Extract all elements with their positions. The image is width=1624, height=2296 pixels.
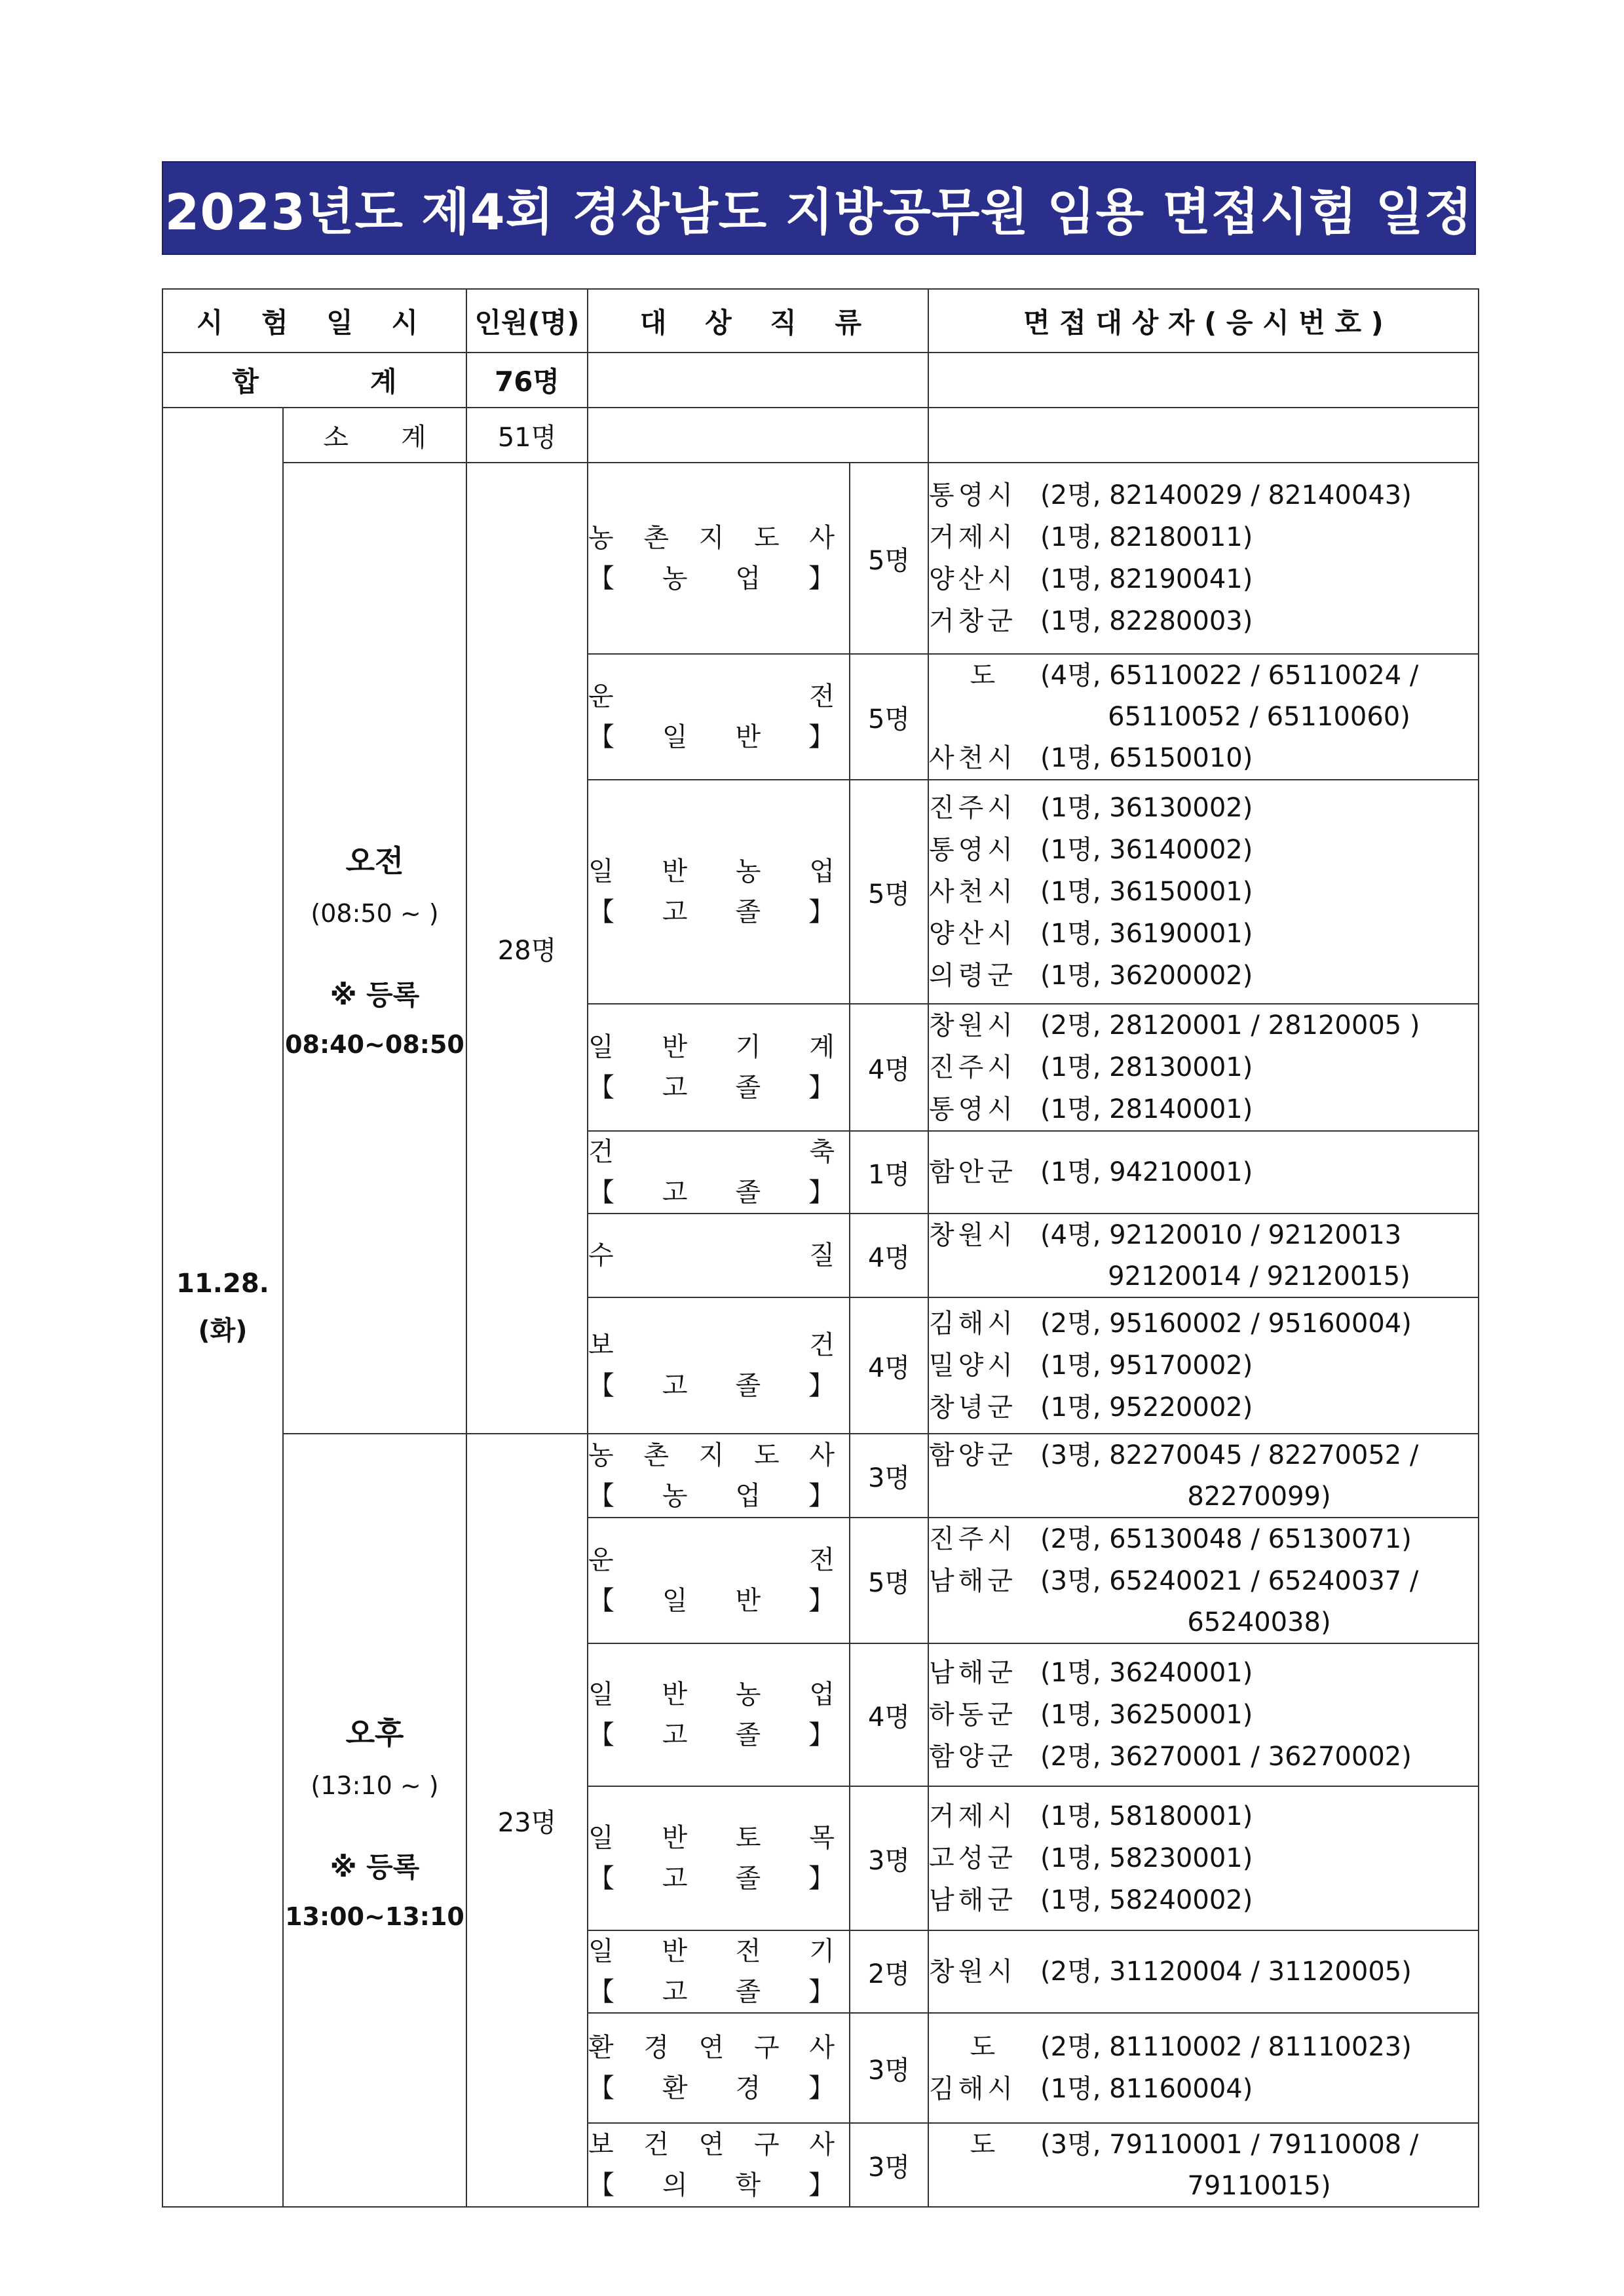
candidate-entry <box>929 1795 1478 1837</box>
exam-numbers: (1명, 36140002) <box>1040 835 1253 865</box>
candidate-entry <box>929 516 1478 558</box>
exam-numbers: (4명, 65110022 / 65110024 / <box>1040 660 1419 691</box>
region-name: 김해시 <box>929 2074 1017 2104</box>
candidate-entry <box>929 1736 1478 1778</box>
exam-numbers-continued: 79110015) <box>1187 2171 1331 2201</box>
candidate-entry <box>929 1652 1478 1694</box>
job-category <box>588 2013 850 2123</box>
region-name: 창원시 <box>929 1957 1017 1987</box>
region-name: 창녕군 <box>929 1392 1017 1423</box>
exam-numbers: (1명, 82190041) <box>1040 564 1253 594</box>
exam-date-day: 11.28. <box>176 1269 269 1299</box>
exam-numbers: (3명, 65240021 / 65240037 / <box>1040 1566 1419 1596</box>
region-name: 도 <box>970 660 1000 691</box>
region-name: 의령군 <box>929 961 1017 991</box>
job-count: 4명 <box>850 1004 928 1131</box>
session-start-time: (13:10 ~ ) <box>311 1771 439 1800</box>
candidate-entry <box>929 1004 1478 1046</box>
region-name: 창원시 <box>929 1220 1017 1250</box>
candidate-entry <box>929 1951 1478 1993</box>
subtotal-row <box>162 408 1479 463</box>
exam-numbers-continued: 65240038) <box>1187 1607 1331 1637</box>
candidate-list <box>928 463 1479 654</box>
job-subtype: 【 일 반 】 <box>588 722 835 752</box>
job-subtype: 【 농 업 】 <box>588 564 835 594</box>
registration-time: 13:00~13:10 <box>285 1902 464 1931</box>
region-name: 남해군 <box>929 1566 1017 1596</box>
exam-numbers: (1명, 36240001) <box>1040 1658 1253 1688</box>
job-subtype: 【 농 업 】 <box>588 1481 835 1511</box>
job-category <box>588 2123 850 2207</box>
exam-numbers-continued: 92120014 / 92120015) <box>1108 1261 1410 1292</box>
job-name: 일 반 전 기 <box>588 1936 835 1966</box>
candidate-entry <box>929 1151 1478 1193</box>
job-count: 5명 <box>850 463 928 654</box>
header-job: 대 상 직 류 <box>588 289 928 353</box>
header-row <box>162 289 1479 353</box>
region-name: 양산시 <box>929 564 1017 594</box>
exam-numbers: (1명, 82180011) <box>1040 522 1253 552</box>
exam-date-weekday: (화) <box>198 1316 248 1346</box>
job-category <box>588 1518 850 1643</box>
registration-label: ※ 등록 <box>330 979 420 1011</box>
candidate-entry <box>929 600 1478 642</box>
job-count: 5명 <box>850 780 928 1004</box>
exam-numbers-continued: 65110052 / 65110060) <box>1108 702 1410 732</box>
candidate-entry <box>929 1387 1478 1428</box>
session-label: 오후 <box>345 1715 404 1751</box>
job-count: 1명 <box>850 1131 928 1214</box>
job-category <box>588 780 850 1004</box>
morning-row <box>162 463 1479 654</box>
job-name: 농 촌 지 도 사 <box>588 1440 835 1470</box>
region-name: 통영시 <box>929 835 1017 865</box>
subtotal-label: 소 계 <box>283 408 466 463</box>
region-name: 진주시 <box>929 1524 1017 1554</box>
job-name: 환 경 연 구 사 <box>588 2033 835 2063</box>
job-category <box>588 1930 850 2013</box>
exam-numbers: (2명, 95160002 / 95160004) <box>1040 1309 1412 1339</box>
morning-session <box>283 463 466 1434</box>
region-name: 함양군 <box>929 1440 1017 1470</box>
candidate-entry <box>929 558 1478 600</box>
exam-numbers: (2명, 65130048 / 65130071) <box>1040 1524 1412 1554</box>
region-name: 사천시 <box>929 743 1017 773</box>
total-row <box>162 353 1479 408</box>
exam-date <box>162 408 283 2207</box>
job-name: 일 반 농 업 <box>588 1679 835 1710</box>
exam-numbers: (3명, 82270045 / 82270052 / <box>1040 1440 1419 1470</box>
region-name: 거제시 <box>929 522 1017 552</box>
region-name: 남해군 <box>929 1658 1017 1688</box>
job-name: 일 반 농 업 <box>588 856 835 887</box>
candidate-list <box>928 654 1479 780</box>
job-category <box>588 1786 850 1930</box>
job-subtype: 【 고 졸 】 <box>588 1371 835 1401</box>
exam-numbers: (2명, 82140029 / 82140043) <box>1040 480 1412 510</box>
exam-numbers: (1명, 94210001) <box>1040 1157 1253 1187</box>
job-category <box>588 1434 850 1518</box>
registration-time: 08:40~08:50 <box>285 1030 464 1059</box>
region-name: 통영시 <box>929 1094 1017 1124</box>
exam-numbers: (1명, 58180001) <box>1040 1801 1253 1831</box>
job-subtype: 【 고 졸 】 <box>588 897 835 927</box>
region-name: 하동군 <box>929 1700 1017 1730</box>
candidate-entry <box>929 1560 1478 1602</box>
exam-numbers: (1명, 36130002) <box>1040 793 1253 823</box>
exam-numbers: (2명, 28120001 / 28120005 ) <box>1040 1010 1420 1041</box>
job-subtype: 【 고 졸 】 <box>588 1177 835 1208</box>
job-count: 4명 <box>850 1643 928 1786</box>
job-count: 5명 <box>850 1518 928 1643</box>
region-name: 남해군 <box>929 1885 1017 1915</box>
job-name: 보 건 <box>588 1330 835 1360</box>
candidate-entry <box>929 2026 1478 2068</box>
job-count: 3명 <box>850 1786 928 1930</box>
candidate-entry <box>929 1088 1478 1130</box>
job-name: 수 질 <box>588 1240 835 1271</box>
exam-numbers: (1명, 82280003) <box>1040 606 1253 636</box>
candidate-list <box>928 2123 1479 2207</box>
header-candidates: 면 접 대 상 자 ( 응 시 번 호 ) <box>928 289 1479 353</box>
job-count: 3명 <box>850 1434 928 1518</box>
job-subtype: 【 고 졸 】 <box>588 1720 835 1750</box>
candidate-entry <box>929 1214 1478 1256</box>
registration-label: ※ 등록 <box>330 1851 420 1883</box>
candidate-entry <box>929 737 1478 779</box>
candidate-entry <box>929 1837 1478 1879</box>
job-subtype: 【 고 졸 】 <box>588 1977 835 2007</box>
job-count: 3명 <box>850 2013 928 2123</box>
region-name: 김해시 <box>929 1309 1017 1339</box>
region-name: 진주시 <box>929 1052 1017 1082</box>
job-category <box>588 463 850 654</box>
header-count: 인원(명) <box>466 289 588 353</box>
candidate-list <box>928 2013 1479 2123</box>
exam-numbers: (2명, 81110002 / 81110023) <box>1040 2032 1412 2062</box>
candidate-list <box>928 1930 1479 2013</box>
exam-numbers: (1명, 95220002) <box>1040 1392 1253 1423</box>
job-name: 건 축 <box>588 1137 835 1167</box>
session-start-time: (08:50 ~ ) <box>311 899 439 928</box>
exam-numbers: (1명, 28140001) <box>1040 1094 1253 1124</box>
exam-numbers: (1명, 58230001) <box>1040 1843 1253 1873</box>
exam-numbers: (1명, 28130001) <box>1040 1052 1253 1082</box>
candidate-entry <box>929 1879 1478 1921</box>
total-label: 합 계 <box>162 353 466 408</box>
exam-numbers: (1명, 58240002) <box>1040 1885 1253 1915</box>
candidate-list <box>928 1518 1479 1643</box>
job-name: 운 전 <box>588 681 835 712</box>
subtotal-value: 51명 <box>466 408 588 463</box>
region-name: 고성군 <box>929 1843 1017 1873</box>
exam-numbers: (1명, 65150010) <box>1040 743 1253 773</box>
job-category <box>588 1297 850 1434</box>
candidate-entry <box>929 2124 1478 2166</box>
candidate-entry <box>929 1434 1478 1476</box>
candidate-entry <box>929 955 1478 997</box>
job-count: 3명 <box>850 2123 928 2207</box>
job-category <box>588 1131 850 1214</box>
exam-numbers: (2명, 36270001 / 36270002) <box>1040 1742 1412 1772</box>
schedule-table <box>162 288 1479 2208</box>
exam-numbers: (1명, 36190001) <box>1040 919 1253 949</box>
job-subtype: 【 고 졸 】 <box>588 1864 835 1894</box>
job-name: 일 반 기 계 <box>588 1032 835 1062</box>
job-category <box>588 654 850 780</box>
candidate-entry <box>929 787 1478 829</box>
exam-numbers-continued: 82270099) <box>1187 1482 1331 1512</box>
candidate-list <box>928 1214 1479 1297</box>
job-category <box>588 1004 850 1131</box>
candidate-list <box>928 1786 1479 1930</box>
region-name: 거제시 <box>929 1801 1017 1831</box>
job-name: 농 촌 지 도 사 <box>588 523 835 553</box>
exam-numbers: (2명, 31120004 / 31120005) <box>1040 1957 1412 1987</box>
job-count: 5명 <box>850 654 928 780</box>
job-category <box>588 1643 850 1786</box>
exam-numbers: (1명, 36250001) <box>1040 1700 1253 1730</box>
afternoon-row <box>162 1434 1479 1518</box>
job-subtype: 【 일 반 】 <box>588 1586 835 1616</box>
candidate-entry <box>929 1518 1478 1560</box>
region-name: 거창군 <box>929 606 1017 636</box>
candidate-entry <box>929 1345 1478 1387</box>
job-count: 4명 <box>850 1214 928 1297</box>
job-subtype: 【 환 경 】 <box>588 2073 835 2103</box>
morning-count: 28명 <box>466 463 588 1434</box>
candidate-list <box>928 1643 1479 1786</box>
job-count: 4명 <box>850 1297 928 1434</box>
header-date: 시 험 일 시 <box>162 289 466 353</box>
exam-numbers: (1명, 36150001) <box>1040 877 1253 907</box>
region-name: 밀양시 <box>929 1350 1017 1381</box>
job-count: 2명 <box>850 1930 928 2013</box>
region-name: 함안군 <box>929 1157 1017 1187</box>
exam-numbers: (1명, 95170002) <box>1040 1350 1253 1381</box>
candidate-entry <box>929 1694 1478 1736</box>
job-name: 일 반 토 목 <box>588 1823 835 1853</box>
candidate-entry <box>929 913 1478 955</box>
session-label: 오전 <box>345 843 404 879</box>
total-value: 76명 <box>466 353 588 408</box>
candidate-entry <box>929 829 1478 871</box>
candidate-list <box>928 1131 1479 1214</box>
region-name: 도 <box>970 2032 1000 2062</box>
job-name: 보 건 연 구 사 <box>588 2130 835 2160</box>
afternoon-session <box>283 1434 466 2207</box>
page-title: 2023년도 제4회 경상남도 지방공무원 임용 면접시험 일정 <box>162 161 1476 255</box>
candidate-list <box>928 780 1479 1004</box>
candidate-entry <box>929 1303 1478 1345</box>
job-category <box>588 1214 850 1297</box>
candidate-entry <box>929 655 1478 697</box>
region-name: 사천시 <box>929 877 1017 907</box>
candidate-entry <box>929 871 1478 913</box>
region-name: 진주시 <box>929 793 1017 823</box>
region-name: 창원시 <box>929 1010 1017 1041</box>
candidate-entry <box>929 1046 1478 1088</box>
exam-numbers: (1명, 81160004) <box>1040 2074 1253 2104</box>
candidate-list <box>928 1297 1479 1434</box>
exam-numbers: (4명, 92120010 / 92120013 <box>1040 1220 1402 1250</box>
candidate-entry <box>929 2068 1478 2110</box>
region-name: 함양군 <box>929 1742 1017 1772</box>
region-name: 통영시 <box>929 480 1017 510</box>
exam-numbers: (3명, 79110001 / 79110008 / <box>1040 2130 1419 2160</box>
candidate-list <box>928 1004 1479 1131</box>
job-name: 운 전 <box>588 1545 835 1575</box>
exam-numbers: (1명, 36200002) <box>1040 961 1253 991</box>
job-subtype: 【 의 학 】 <box>588 2170 835 2200</box>
region-name: 양산시 <box>929 919 1017 949</box>
job-subtype: 【 고 졸 】 <box>588 1073 835 1103</box>
afternoon-count: 23명 <box>466 1434 588 2207</box>
candidate-list <box>928 1434 1479 1518</box>
candidate-entry <box>929 474 1478 516</box>
region-name: 도 <box>970 2130 1000 2160</box>
